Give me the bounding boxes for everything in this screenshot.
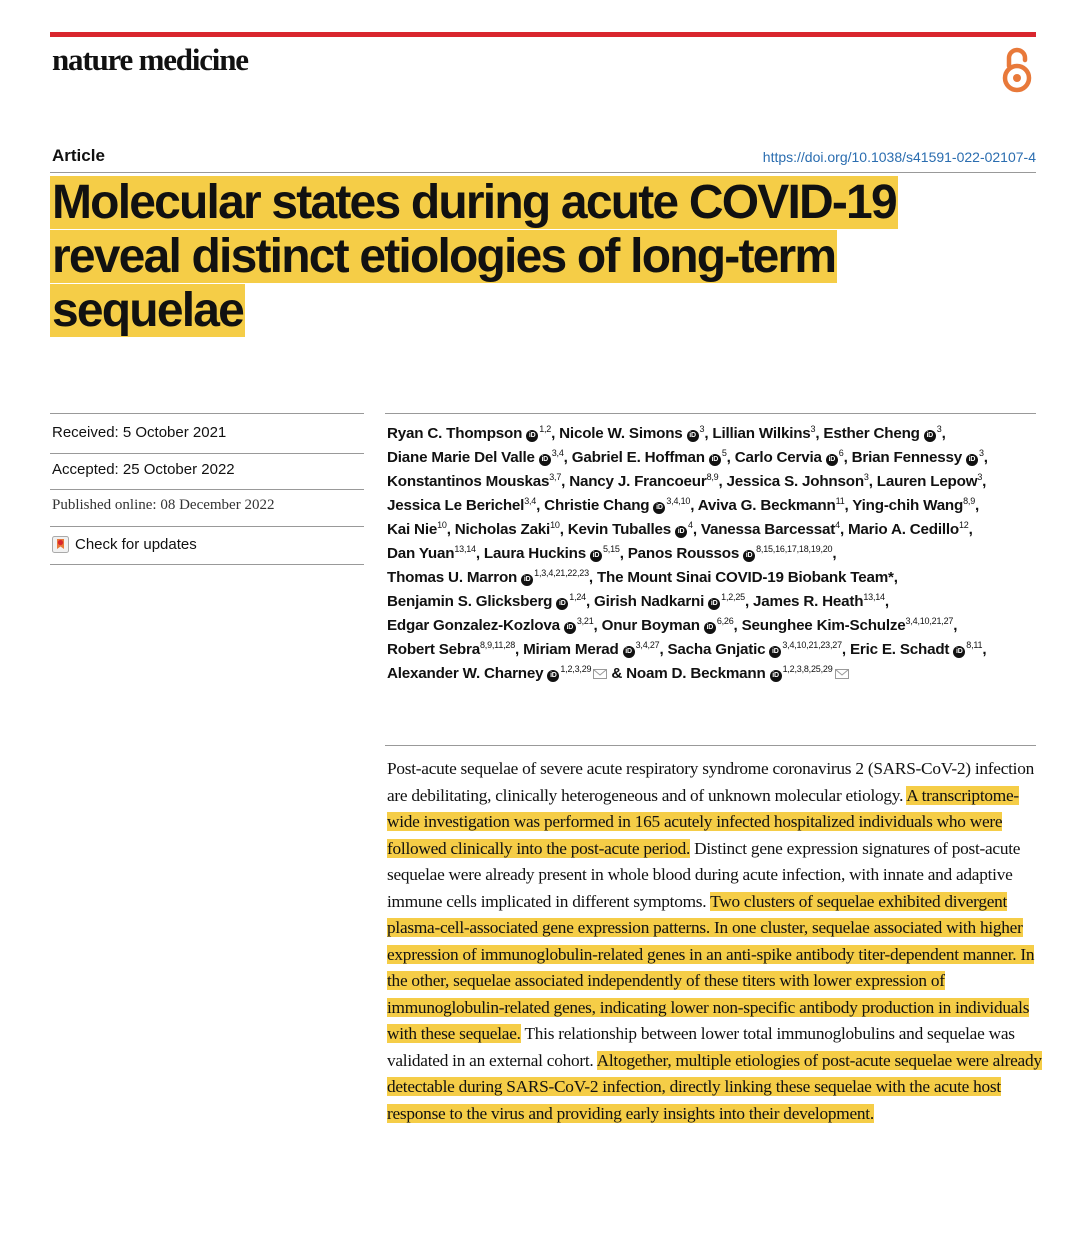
author-label: Brian Fennessy [851, 449, 962, 466]
author-label: Mario A. Cedillo [847, 521, 959, 538]
orcid-icon[interactable]: iD [590, 550, 602, 562]
author-name[interactable] [387, 665, 607, 682]
author-label: Dan Yuan [387, 545, 455, 562]
received-date: Received: 5 October 2021 [52, 424, 227, 441]
affiliation-superscript: 8,11 [966, 640, 983, 650]
author-name[interactable] [597, 569, 894, 586]
abstract-text: This relationship between lower total immunoglobulins and sequelae was validated in an external cohort. [387, 1024, 1015, 1070]
author-name[interactable] [544, 497, 690, 514]
author-label: Kai Nie [387, 521, 438, 538]
affiliation-superscript: 8,15,16,17,18,19,20 [756, 544, 833, 554]
affiliation-superscript: 3,4 [551, 448, 564, 458]
author-name[interactable] [735, 449, 844, 466]
author-label: Esther Cheng [823, 425, 920, 442]
orcid-icon[interactable]: iD [653, 502, 665, 514]
author-label: Diane Marie Del Valle [387, 449, 535, 466]
author-label: Panos Roussos [627, 545, 740, 562]
author-name[interactable] [387, 425, 551, 442]
author-label: Carlo Cervia [734, 449, 822, 466]
divider [50, 453, 364, 454]
orcid-icon[interactable]: iD [623, 646, 635, 658]
check-for-updates-label: Check for updates [75, 536, 197, 553]
affiliation-superscript: 10 [437, 520, 447, 530]
author-label: Laura Huckins [483, 545, 586, 562]
author-label: Benjamin S. Glicksberg [387, 593, 553, 610]
author-name[interactable] [455, 521, 560, 538]
published-date: Published online: 08 December 2022 [52, 497, 275, 513]
author-label: Edgar Gonzalez-Kozlova [387, 617, 560, 634]
affiliation-superscript: 1,2 [539, 424, 552, 434]
affiliation-superscript: 3,4,10,21,27 [905, 616, 954, 626]
affiliation-superscript: 12 [958, 520, 969, 530]
doi-link[interactable]: https://doi.org/10.1038/s41591-022-02107-4 [762, 149, 1036, 165]
orcid-icon[interactable]: iD [924, 430, 936, 442]
abstract [387, 756, 1042, 1127]
author-name[interactable] [484, 545, 620, 562]
affiliation-superscript: 11 [835, 496, 845, 506]
affiliation-superscript: 4 [688, 520, 693, 530]
author-name[interactable] [387, 569, 589, 586]
orcid-icon[interactable]: iD [708, 598, 720, 610]
author-label: Gabriel E. Hoffman [571, 449, 705, 466]
author-label: Robert Sebra [387, 641, 480, 658]
author-name[interactable] [850, 641, 982, 658]
affiliation-superscript: 3,4,10,21,23,27 [782, 640, 842, 650]
affiliation-superscript: 8,9 [706, 472, 719, 482]
affiliation-superscript: 1,3,4,21,22,23 [534, 568, 589, 578]
author-label: Girish Nadkarni [594, 593, 705, 610]
orcid-icon[interactable]: iD [770, 670, 782, 682]
author-name[interactable] [602, 617, 734, 634]
orcid-icon[interactable]: iD [704, 622, 716, 634]
orcid-icon[interactable]: iD [953, 646, 965, 658]
author-label: Miriam Merad [523, 641, 619, 658]
author-label: Seunghee Kim-Schulze [741, 617, 906, 634]
author-name[interactable] [628, 545, 833, 562]
author-name[interactable] [523, 641, 659, 658]
affiliation-superscript: 4 [835, 520, 840, 530]
orcid-icon[interactable]: iD [687, 430, 699, 442]
orcid-icon[interactable]: iD [526, 430, 538, 442]
author-list: Ryan C. Thompson iD$^{1,2}$, Nicole W. Simons $iD^3$, Lillian Wilkins$^3$, Esther Cheng $iD^3$, Diane Marie Del Valle iD$^{3,4}$, Gabriel E. Hoffman $iD^5$, Carlo Cervia $iD^6$, Brian Fennessy $iD^3$, Konstantinos Mouskas$^{3,7}$, Nancy J. Francoeur$^{8,9}$, Jessica S. Johnson$^3$, Lauren Lepow$^3$, Jessica Le Berichel$^{3,4}$, Christie Chang iD$^{3,4,10}$, Aviva G. Beckmann$^{11}$, Ying-chih Wang$^{8,9}$, Kai Nie$^{10}$, Nicholas Zaki$^{10}$, Kevin Tuballes $iD^4$, Vanessa Barcessat$^4$, Mario A. Cedillo$^{12}$, Dan Yuan$^{13,14}$, Laura Huckins iD$^{5,15}$, Panos Roussos iD$^{8,15,16,17,18,19,20}$, Thomas U. Marron iD$^{1,3,4,21,22,23}$, The Mount Sinai COVID-19 Biobank Team*, Benjamin S. Glicksberg iD$^{1,24}$, Girish Nadkarni iD$^{1,2,25}$, James R. Heath$^{13,14}$, Edgar Gonzalez-Kozlova iD$^{3,21}$, Onur Boyman iD$^{6,26}$, Seunghee Kim-Schulze$^{3,4,10,21,27}$, Robert Sebra$^{8,9,11,28}$, Miriam Merad iD$^{3,4,27}$, Sacha Gnjatic iD$^{3,4,10,21,23,27}$, Eric E. Schadt iD$^{8,11}$, Alexander W. Charney iD$^{1,2,3,29}$ & Noam D. Beckmann iD$^{1,2,3,8,25,29}$ [387, 424, 988, 682]
affiliation-superscript: 8,9 [963, 496, 976, 506]
orcid-icon[interactable]: iD [521, 574, 533, 586]
affiliation-superscript: 3,4,27 [635, 640, 660, 650]
author-label: Ryan C. Thompson [387, 425, 523, 442]
affiliation-superscript: 3 [699, 424, 705, 434]
author-name[interactable] [742, 617, 954, 634]
crossmark-icon [52, 536, 69, 553]
author-label: Nicholas Zaki [454, 521, 551, 538]
orcid-icon[interactable]: iD [966, 454, 978, 466]
author-label: Kevin Tuballes [567, 521, 672, 538]
title-highlight: Molecular states during acute COVID-19 reveal distinct etiologies of long-term sequelae [52, 176, 896, 337]
author-name[interactable] [572, 449, 727, 466]
divider [50, 413, 364, 414]
author-label: The Mount Sinai COVID-19 Biobank Team* [596, 569, 894, 586]
divider [385, 413, 1036, 414]
author-name[interactable] [823, 425, 941, 442]
author-label: Aviva G. Beckmann [697, 497, 836, 514]
author-name[interactable] [387, 497, 536, 514]
divider [50, 564, 364, 565]
author-name[interactable] [387, 473, 561, 490]
divider [50, 526, 364, 527]
author-name[interactable] [848, 521, 969, 538]
affiliation-superscript: 5 [721, 448, 727, 458]
author-label: Alexander W. Charney [387, 665, 544, 682]
highlighted-sentence: Altogether, multiple etiologies of post-acute sequelae were already detectable during SARS-CoV-2 infection, directly linking these sequelae with the acute host response to the virus and providing early insights into their development. [387, 1050, 1042, 1123]
check-for-updates-button[interactable] [52, 536, 197, 553]
affiliation-superscript: 3,7 [549, 472, 562, 482]
author-name[interactable] [852, 497, 975, 514]
orcid-icon[interactable]: iD [675, 526, 687, 538]
affiliation-superscript: 1,2,3,29 [560, 664, 592, 674]
orcid-icon[interactable]: iD [556, 598, 568, 610]
affiliation-superscript: 13,14 [454, 544, 476, 554]
affiliation-superscript: 1,2,25 [721, 592, 745, 602]
author-name[interactable] [626, 665, 848, 682]
highlighted-sentence: A transcriptome-wide investigation was performed in 165 acutely infected hospitalized individuals who were followed clinically into the post-acute period. [387, 785, 1019, 858]
author-name[interactable] [701, 521, 840, 538]
author-label: Lauren Lepow [876, 473, 978, 490]
highlighted-sentence: Two clusters of sequelae exhibited divergent plasma-cell-associated gene expression patterns. In one cluster, sequelae associated with higher expression of immunoglobulin-related genes in an anti-spike antibody titer-dependent manner. In the other, sequelae associated independently of these titers with lower expression of immunoglobulin-related genes, indicating lower non-specific antibody production in individuals with these sequelae. [387, 891, 1035, 1043]
author-label: Jessica Le Berichel [387, 497, 525, 514]
email-icon[interactable] [835, 669, 849, 679]
affiliation-superscript: 1,24 [569, 592, 586, 602]
author-name[interactable] [569, 473, 718, 490]
open-access-icon [998, 46, 1036, 94]
abstract-text: Post-acute sequelae of severe acute respiratory syndrome coronavirus 2 (SARS-CoV-2) infection are debilitating, clinically heterogeneous and of unknown molecular etiology. [387, 759, 1035, 805]
author-label: Nicole W. Simons [559, 425, 683, 442]
author-name[interactable] [712, 425, 815, 442]
author-name[interactable] [387, 545, 476, 562]
author-name[interactable] [387, 593, 586, 610]
affiliation-superscript: 3 [863, 472, 869, 482]
orcid-icon[interactable]: iD [539, 454, 551, 466]
divider [50, 172, 1036, 173]
affiliation-superscript: 6 [838, 448, 844, 458]
author-label: Jessica S. Johnson [726, 473, 864, 490]
affiliation-superscript: 3 [977, 472, 983, 482]
author-name[interactable] [727, 473, 869, 490]
author-label: Onur Boyman [601, 617, 700, 634]
author-label: Vanessa Barcessat [700, 521, 836, 538]
affiliation-superscript: 3 [810, 424, 816, 434]
affiliation-superscript: 3,4,10 [666, 496, 691, 506]
orcid-icon[interactable]: iD [564, 622, 576, 634]
author-label: Noam D. Beckmann [626, 665, 766, 682]
author-name[interactable] [753, 593, 885, 610]
author-label: Konstantinos Mouskas [387, 473, 550, 490]
affiliation-superscript: 3,4 [524, 496, 537, 506]
orcid-icon[interactable]: iD [709, 454, 721, 466]
affiliation-superscript: 5,15 [602, 544, 620, 554]
orcid-icon[interactable]: iD [547, 670, 559, 682]
author-name[interactable] [387, 449, 564, 466]
divider [385, 745, 1036, 746]
author-name[interactable] [877, 473, 982, 490]
journal-name[interactable]: nature medicine [52, 42, 248, 77]
author-name[interactable] [594, 593, 745, 610]
author-name[interactable] [387, 521, 447, 538]
author-label: Sacha Gnjatic [667, 641, 766, 658]
affiliation-superscript: 1,2,3,8,25,29 [782, 664, 833, 674]
affiliation-superscript: 3,21 [576, 616, 594, 626]
orcid-icon[interactable]: iD [826, 454, 838, 466]
author-label: Ying-chih Wang [852, 497, 964, 514]
article-title [50, 176, 1010, 338]
author-name[interactable] [387, 617, 594, 634]
author-name[interactable] [698, 497, 845, 514]
author-name[interactable] [852, 449, 984, 466]
email-icon[interactable] [593, 669, 607, 679]
author-label: Thomas U. Marron [387, 569, 518, 586]
divider [50, 489, 364, 490]
affiliation-superscript: 10 [550, 520, 560, 530]
author-label: Eric E. Schadt [849, 641, 950, 658]
author-name[interactable] [559, 425, 704, 442]
affiliation-superscript: 8,9,11,28 [479, 640, 516, 650]
author-name[interactable] [568, 521, 693, 538]
journal-header-bar [50, 32, 1036, 37]
author-name[interactable] [667, 641, 841, 658]
affiliation-superscript: 6,26 [716, 616, 734, 626]
orcid-icon[interactable]: iD [769, 646, 781, 658]
author-label: Christie Chang [544, 497, 650, 514]
orcid-icon[interactable]: iD [743, 550, 755, 562]
abstract-text: Distinct gene expression signatures of post-acute sequelae were already present in whole blood during acute infection, with innate and adaptive immune cells implicated in different symptoms. [387, 838, 1021, 911]
affiliation-superscript: 3 [936, 424, 942, 434]
author-label: Lillian Wilkins [712, 425, 811, 442]
accepted-date: Accepted: 25 October 2022 [52, 461, 235, 478]
article-type-label: Article [52, 146, 105, 165]
affiliation-superscript: 13,14 [863, 592, 885, 602]
author-label: James R. Heath [753, 593, 864, 610]
author-name[interactable] [387, 641, 515, 658]
author-label: Nancy J. Francoeur [569, 473, 707, 490]
affiliation-superscript: 3 [978, 448, 984, 458]
